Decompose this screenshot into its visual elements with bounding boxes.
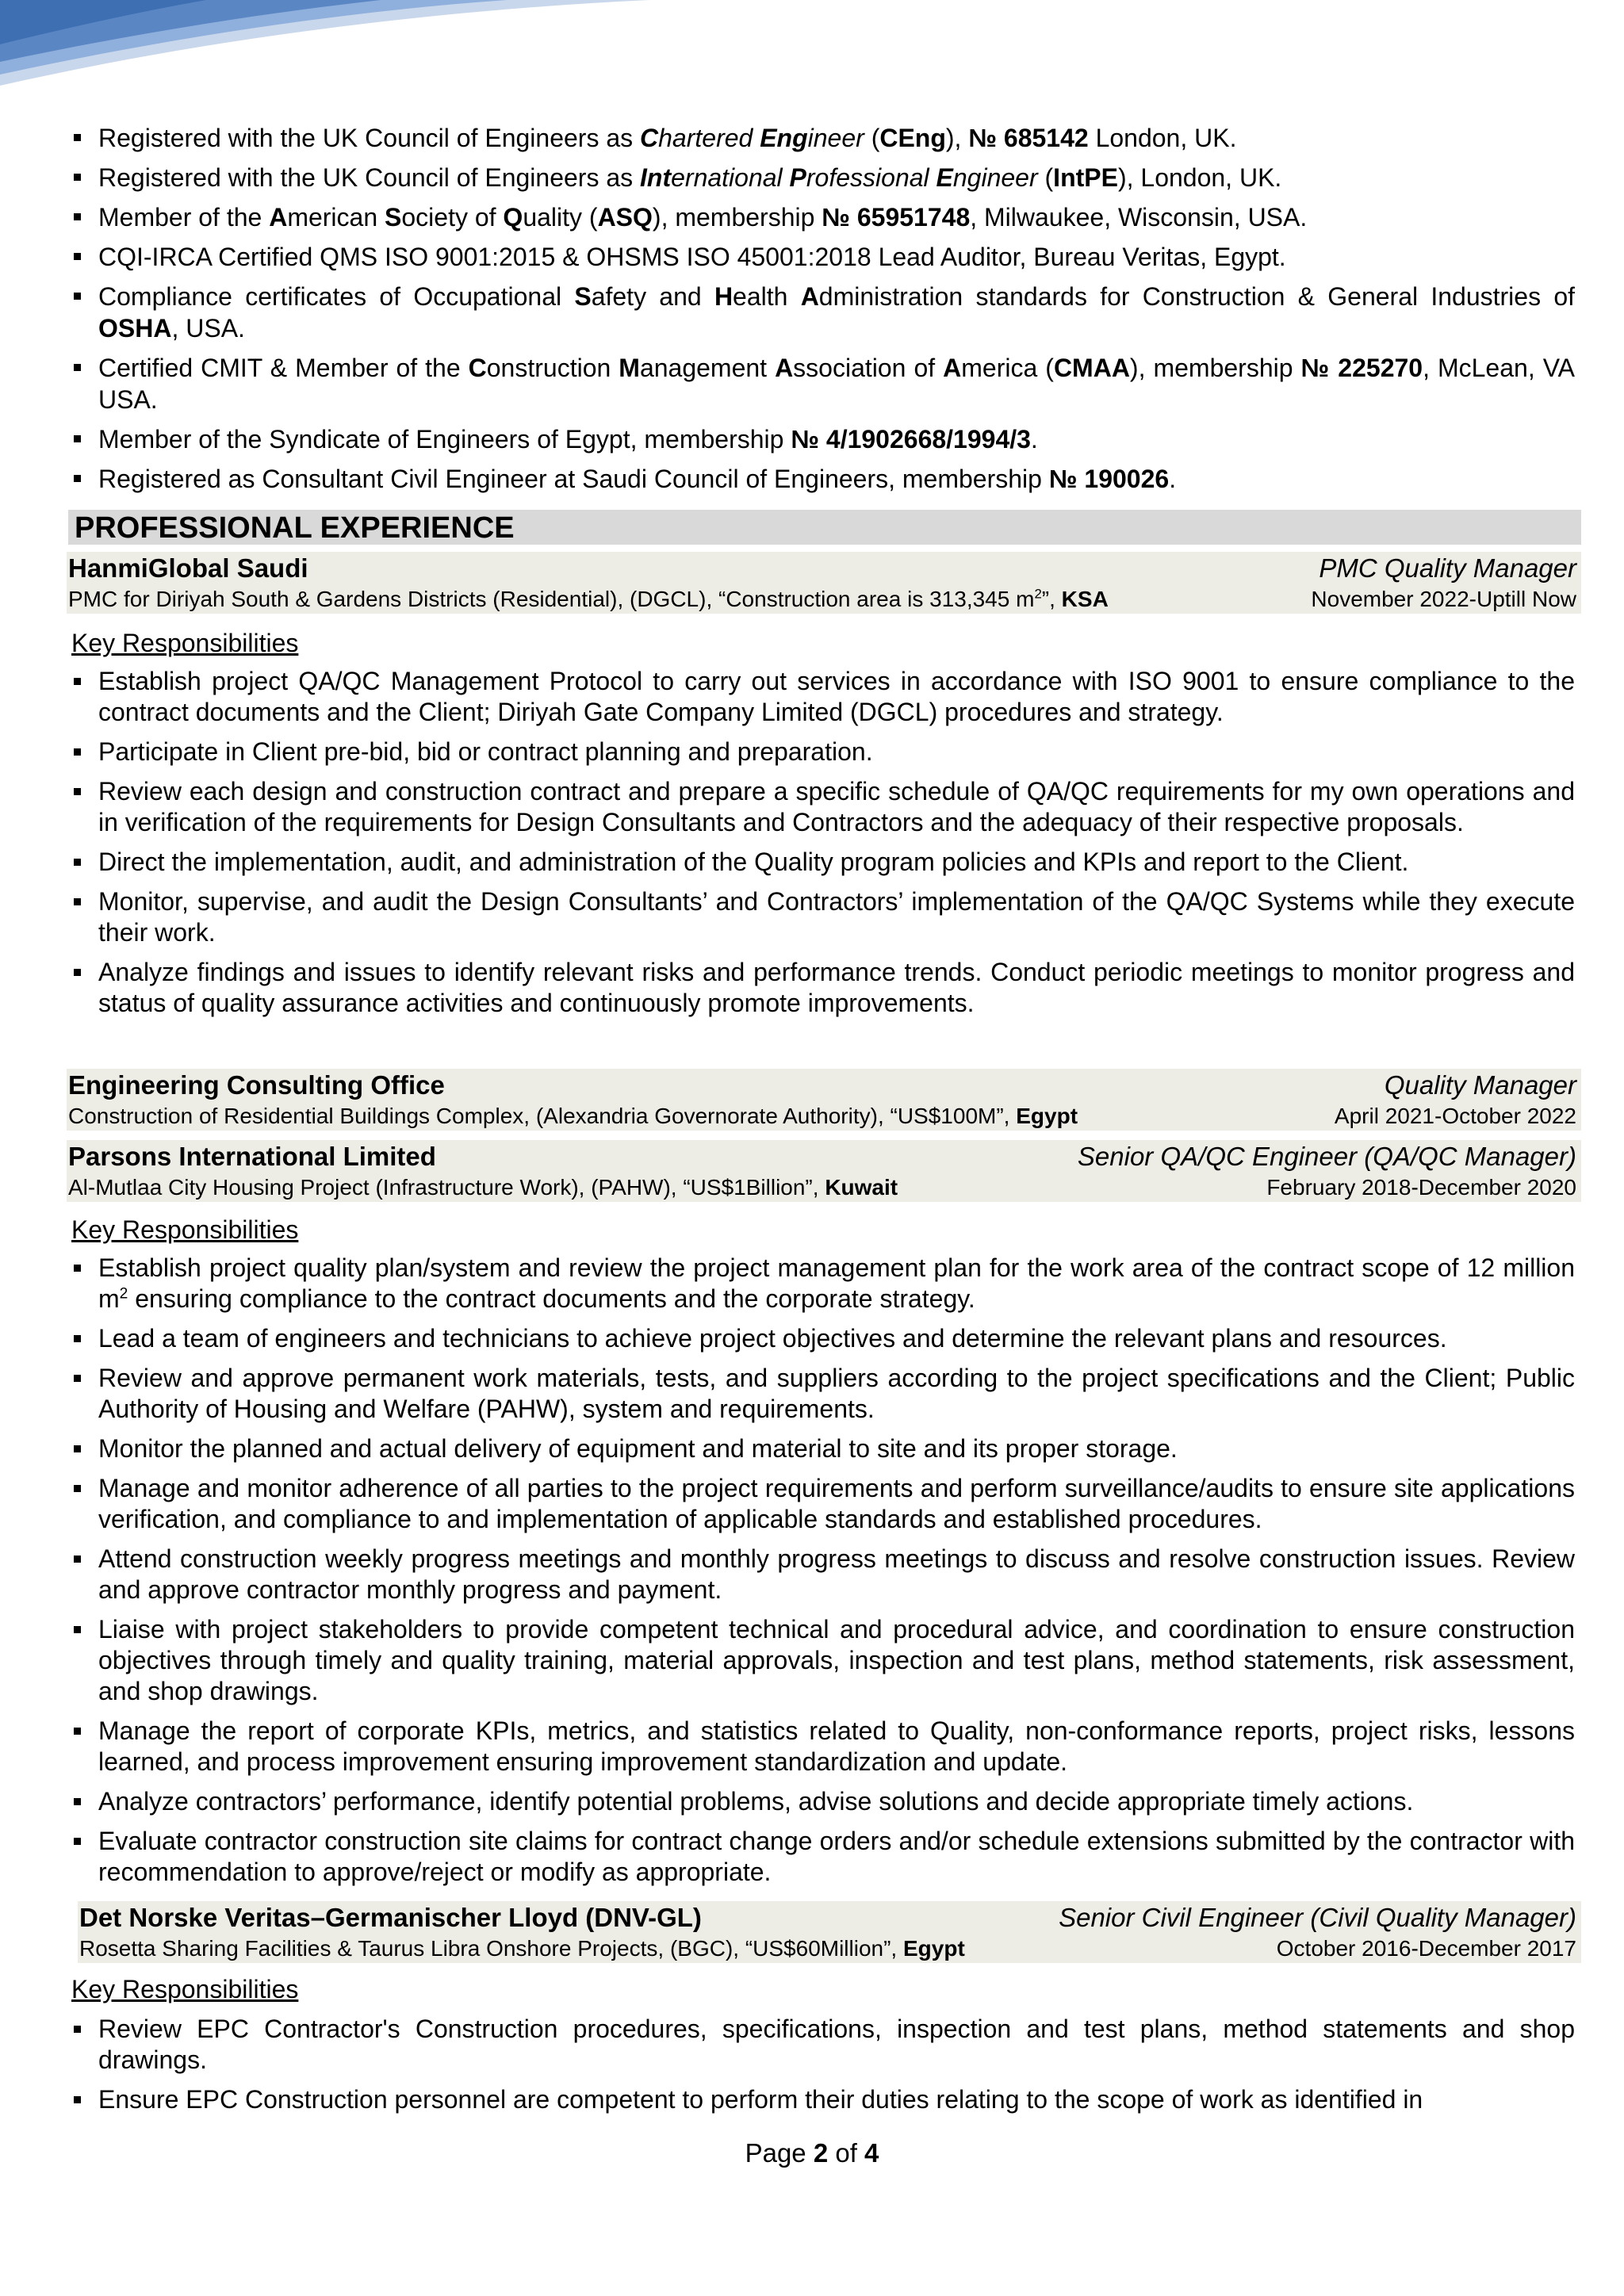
job-dates: November 2022-Uptill Now [1311,587,1576,611]
responsibility-item: Lead a team of engineers and technicians to achieve project objectives and determine the relevant plans and resources. [68,1323,1575,1354]
header-wave-decoration [0,0,650,95]
cert-item: Member of the American Society of Quality (ASQ), membership № 65951748, Milwaukee, Wisconsin, USA. [68,201,1575,233]
key-responsibilities-heading: Key Responsibilities [71,1975,299,2003]
responsibility-item: Analyze findings and issues to identify relevant risks and performance trends. Conduct periodic meetings to monitor progress and status of quality assurance activities and continuously promote improvements. [68,957,1575,1019]
cert-item: Registered as Consultant Civil Engineer at Saudi Council of Engineers, membership № 190026. [68,463,1575,495]
project-description: Al-Mutlaa City Housing Project (Infrastructure Work), (PAHW), “US$1Billion”, Kuwait [68,1175,898,1200]
company-name: Parsons International Limited [68,1142,436,1171]
job-role: PMC Quality Manager [1319,553,1576,583]
project-description: PMC for Diriyah South & Gardens Districts (Residential), (DGCL), “Construction area is 313,345 $m^2$”, KSA [68,586,1109,611]
cert-item: Certified CMIT & Member of the Construction Management Association of America (CMAA), membership № 225270, McLean, VA USA. [68,352,1575,415]
project-description: Construction of Residential Buildings Complex, (Alexandria Governorate Authority), “US$100M”, Egypt [68,1104,1078,1128]
job-role: Senior QA/QC Engineer (QA/QC Manager) [1077,1142,1576,1171]
key-responsibilities-heading: Key Responsibilities [71,629,299,657]
company-name: HanmiGlobal Saudi [68,553,308,583]
responsibility-item: Monitor the planned and actual delivery of equipment and material to site and its proper storage. [68,1433,1575,1464]
certifications-list [68,122,1575,495]
responsibility-list [68,1253,1575,1888]
responsibility-item: Manage the report of corporate KPIs, metrics, and statistics related to Quality, non-conformance reports, project risks, lessons learned, and process improvement ensuring improvement standardization and update. [68,1716,1575,1777]
total-page-count: 4 [864,2138,879,2168]
footer-prefix: Page [745,2138,814,2168]
job-dates: October 2016-December 2017 [1276,1936,1576,1961]
job-role: Quality Manager [1384,1070,1576,1100]
job-header-dnv-gl [78,1901,1581,1963]
job-role: Senior Civil Engineer (Civil Quality Manager) [1059,1903,1576,1932]
key-responsibilities-heading: Key Responsibilities [71,1215,299,1244]
page-footer [0,2138,1624,2168]
cert-item: Registered with the UK Council of Engineers as Chartered Engineer (CEng), № 685142 London, UK. [68,122,1575,154]
section-header-professional-experience [68,510,1581,545]
section-title: PROFESSIONAL EXPERIENCE [75,511,515,545]
responsibility-item: Establish project QA/QC Management Protocol to carry out services in accordance with ISO 9001 to ensure compliance to the contract documents and the Client; Diriyah Gate Company Limited (DGCL) procedures and strategy. [68,666,1575,728]
current-page-number: 2 [813,2138,829,2168]
responsibility-item: Review EPC Contractor's Construction procedures, specifications, inspection and test plans, method statements and shop drawings. [68,2014,1575,2076]
company-name: Engineering Consulting Office [68,1070,445,1100]
project-description: Rosetta Sharing Facilities & Taurus Libra Onshore Projects, (BGC), “US$60Million”, Egypt [79,1936,965,1961]
cert-item: Compliance certificates of Occupational Safety and Health Administration standards for Construction & General Industries of OSHA, USA. [68,281,1575,344]
job-responsibilities-parsons [0,1253,1624,1896]
job-dates: February 2018-December 2020 [1266,1175,1576,1200]
job-dates: April 2021-October 2022 [1334,1104,1576,1128]
cert-item: CQI-IRCA Certified QMS ISO 9001:2015 & OHSMS ISO 45001:2018 Lead Auditor, Bureau Veritas, Egypt. [68,241,1575,273]
job-responsibilities-hanmiglobal [0,666,1624,1027]
responsibility-list [68,2014,1575,2115]
job-header-parsons [67,1140,1581,1202]
job-header-hanmiglobal [67,552,1581,614]
responsibility-item: Direct the implementation, audit, and administration of the Quality program policies and KPIs and report to the Client. [68,847,1575,878]
company-name: Det Norske Veritas–Germanischer Lloyd (DNV-GL) [79,1903,702,1932]
footer-middle: of [828,2138,865,2168]
responsibility-item: Manage and monitor adherence of all parties to the project requirements and perform surveillance/audits to ensure site applications verification, and compliance to and implementation of applicable standards and established procedures. [68,1473,1575,1535]
cert-item: Registered with the UK Council of Engineers as International Professional Engineer (IntPE), London, UK. [68,162,1575,193]
responsibility-item: Analyze contractors’ performance, identify potential problems, advise solutions and decide appropriate timely actions. [68,1786,1575,1817]
responsibility-item: Liaise with project stakeholders to provide competent technical and procedural advice, and coordination to ensure construction objectives through timely and quality training, material approvals, inspection and test plans, method statements, risk assessment, and shop drawings. [68,1614,1575,1707]
responsibility-item: Review each design and construction contract and prepare a specific schedule of QA/QC requirements for my own operations and in verification of the requirements for Design Consultants and Contractors and the adequacy of their respective proposals. [68,776,1575,838]
responsibility-list [68,666,1575,1019]
job-header-engineering-consulting-office [67,1069,1581,1131]
responsibility-item: Participate in Client pre-bid, bid or contract planning and preparation. [68,737,1575,767]
responsibility-item: Establish project quality plan/system and review the project management plan for the work area of the contract scope of 12 million $m^2$ ensuring compliance to the contract documents and the corporate strategy. [68,1253,1575,1314]
certifications-section [0,122,1624,503]
responsibility-item: Monitor, supervise, and audit the Design Consultants’ and Contractors’ implementation of the QA/QC Systems while they execute their work. [68,886,1575,948]
job-responsibilities-dnv-gl [0,2014,1624,2124]
responsibility-item: Attend construction weekly progress meetings and monthly progress meetings to discuss and resolve construction issues. Review and approve contractor monthly progress and payment. [68,1544,1575,1605]
responsibility-item: Evaluate contractor construction site claims for contract change orders and/or schedule extensions submitted by the contractor with recommendation to approve/reject or modify as appropriate. [68,1826,1575,1888]
responsibility-item: Ensure EPC Construction personnel are competent to perform their duties relating to the scope of work as identified in [68,2084,1575,2115]
cert-item: Member of the Syndicate of Engineers of Egypt, membership № 4/1902668/1994/3. [68,423,1575,455]
responsibility-item: Review and approve permanent work materials, tests, and suppliers according to the project specifications and the Client; Public Authority of Housing and Welfare (PAHW), system and requirements. [68,1363,1575,1425]
